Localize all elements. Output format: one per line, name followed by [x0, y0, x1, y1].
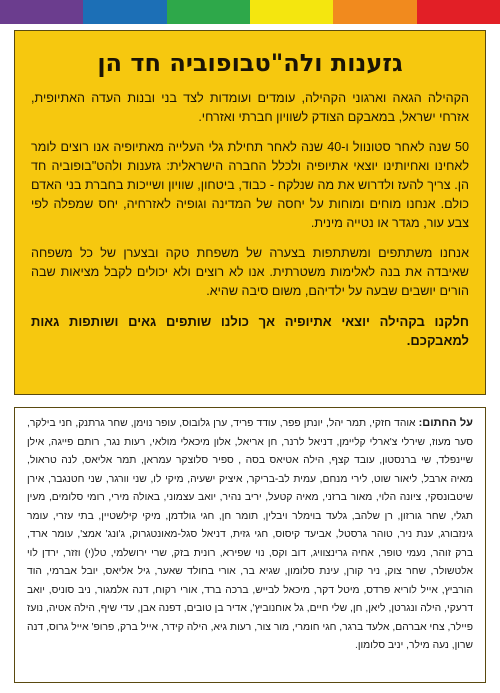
signatories-names: אוהד חזקי, תמר יהל, יונתן פפר, עודד פריד, ערן גלובוס, עופר נוימן, שחר גרתנק, חני בילקר, סער מעוז, שירלי צ'ארלי קליימן, דניאל לרנר, חן אריאל, אלון מיכאלי מולאי, רעות נגר, רותם פייגה, אילן שיינפלד, שי ברנסטון, עובד קצף, הילה אטיאס בסה , ספיר סלוצקר עמראן, תמר אליאס, לנה טראול, מאיה ארבל, ליאור שוט, לירי מנחם, עמית לב-בריקר, איציק ישעיה, מיקי לו, שני וורגר, שני חטנגבר, אירן שיטבונסקי, ציונה הלוי, מאור ברזני, מאיה קטעל, יריב נהיר, יואב עצמוני, באולה מירי, רומי סלומים, מעין תגלי, שחר גורזון, רן שלהב, גלעד בוימלר ויבלין, תומר חן, חגי גולדמן, מיקי קילשטיין, בתי עזרי, עומר גינזבורג, ענת ניר, טוהר גרסטל, אביעד קיסוס, חגי גזית, דניאל סגל-מאונטגרוק, ג'ונג' אמצ', עומר ארד, ברק זוהר, נעמי טופר, אחיה גרינצוויג, דוב וקס, נוי שפירא, רונית בזק, שרי ירושלמי, טל(י) וזזר, ירדן לוי אלטשולר, שחר צוק, ניר קורן, עינת סלומון, שגיא בר, אורי בחולד שאער, גיל אליאס, יובל אברמי, הוד הורביץ, אייל לוריא פרדס, מיטל דקר, מיכאל לבייש, ברכה ברד, אורי רקוח, דנה אלמגור, ניב סוניס, יואב דרעקי, הילה ונגרטן, ליאן, חן, שלי חיים, גל אוחנוביץ', אדיר בן טובים, דפנה אבן, עדי שיף, הילה אטיה, נועז פיילר, צחי אברהם, אלעד ברגר, חגי חומרי, מור צור, רעות גיא, הילה קידר, אייל ברק, פרופ' אייל גרוס, דנה שרון, נעה מילר, יניב סלומון. [27, 418, 473, 651]
statement-paragraph: הקהילה הגאה וארגוני הקהילה, עומדים ועומדות לצד בני ובנות העדה האתיופית, אזרחי ישראל, במאבקם הצודק לשוויון חברתי ואזרחי. [31, 91, 469, 124]
statement-title: גזענות ולה"טבופוביה חד הן [97, 49, 403, 77]
stripe-purple [0, 0, 83, 24]
stripe-yellow [250, 0, 333, 24]
statement-panel [14, 30, 486, 395]
signatories-lead: על החתום: [418, 417, 473, 429]
signatories-box [14, 407, 486, 683]
stripe-blue [83, 0, 166, 24]
stripe-red [417, 0, 500, 24]
statement-paragraph: אנחנו משתתפים ומשתתפות בצערה של משפחת טקה ובצערן של כל משפחה שאיבדה את בנה לאלימות משטרתית. אנו לא רוצים ולא יכולים לקבל מציאות שבה הורים יושבים שבעה על ילדיהם, משום סיבה שהיא. [31, 246, 469, 298]
statement-closing: חלקנו בקהילה יוצאי אתיופיה אך כולנו שותפים גאים ושותפות גאות למאבקכם. [31, 314, 469, 348]
pride-flag-stripes [0, 0, 500, 24]
stripe-green [167, 0, 250, 24]
statement-paragraph: 50 שנה לאחר סטונוול ו-40 שנה לאחר תחילת גלי העלייה מאתיופיה אנו רוצים לומר לאחינו ואחיותינו יוצאי אתיופיה ולכלל החברה הישראלית: גזענות ולהט"בופוביה חד הן. צריך להעז ולדרוש את מה שנלקח - כבוד, ביטחון, שוויון ושייכות בחברת בני האדם כולם. אנחנו מוחים ומוחות על יחסה של המדינה וגופיה לאזרחיה, יחס שמפלה לפי צבע עור, מגדר או נטייה מינית. [31, 140, 469, 230]
signatories-text [27, 414, 473, 656]
stripe-orange [333, 0, 416, 24]
